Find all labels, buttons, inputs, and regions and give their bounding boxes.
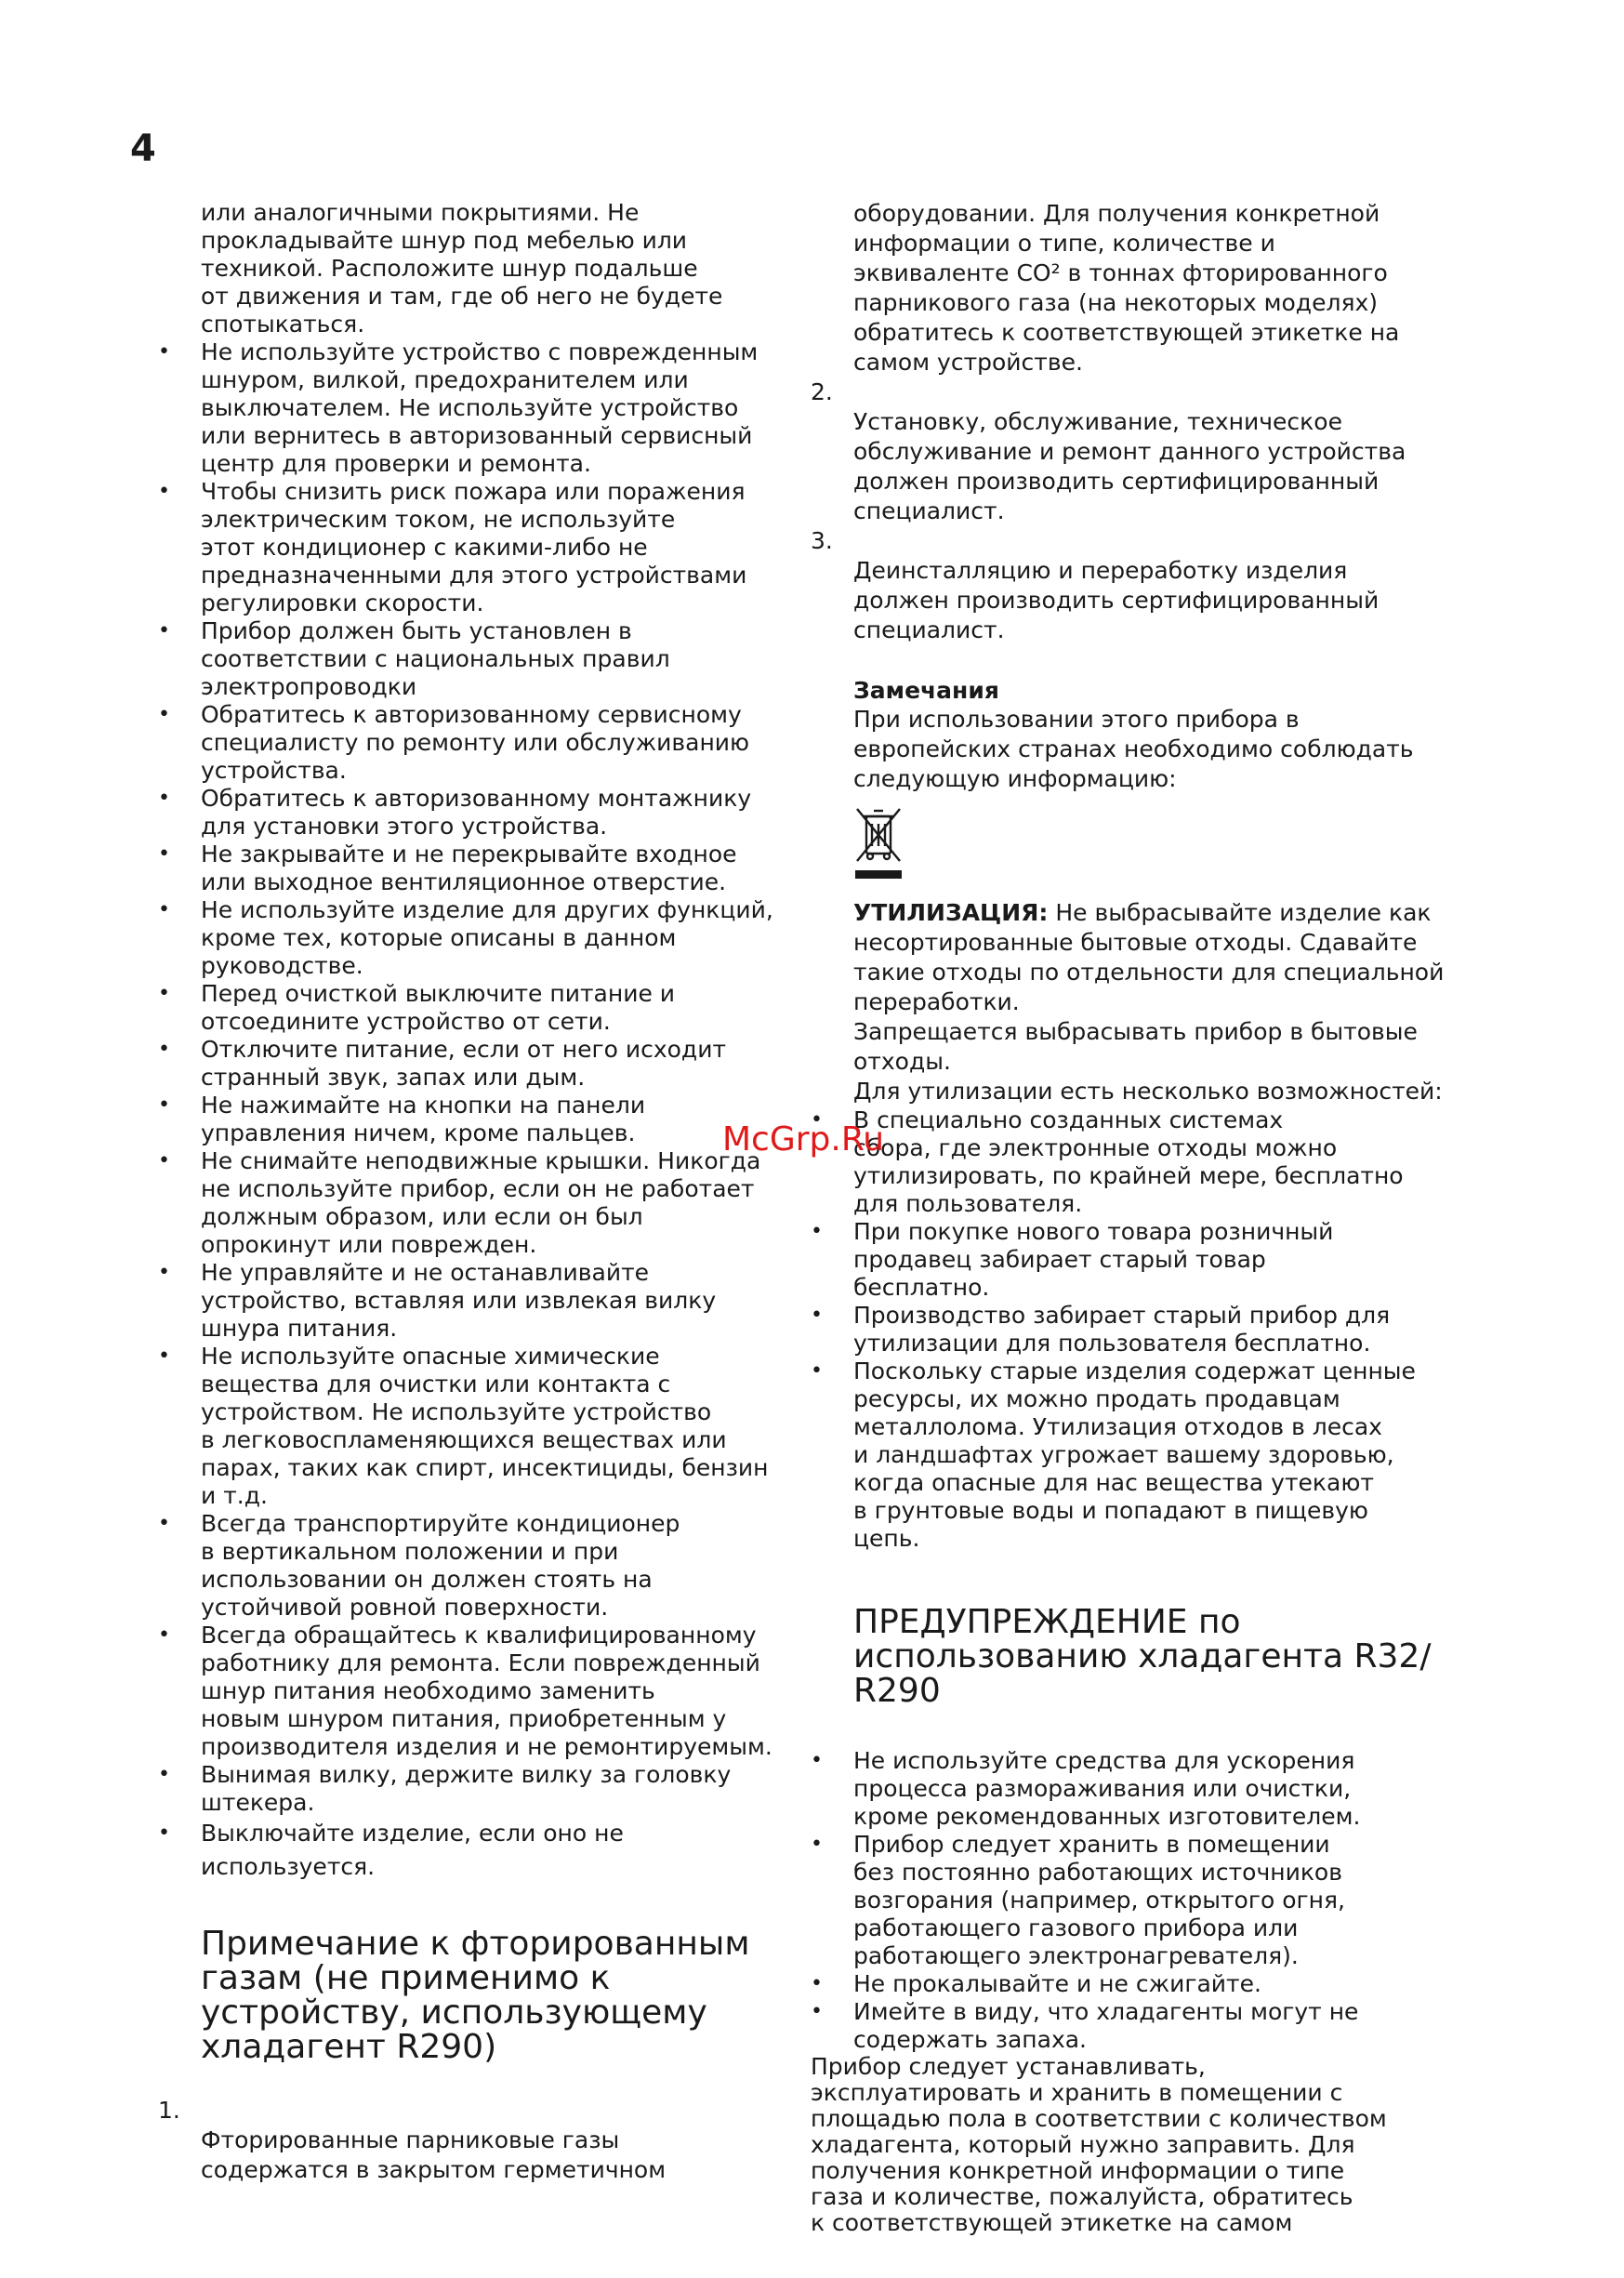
- list-item: • Вынимая вилку, держите вилку за головку штекера.: [201, 1761, 814, 1817]
- list-item: • Прибор должен быть установлен в соответствии с национальных правил электропроводки: [201, 617, 814, 701]
- notes-text: При использовании этого прибора в европейских странах необходимо соблюдать следующую информацию:: [853, 706, 1414, 792]
- list-item: • Чтобы снизить риск пожара или поражения электрическим током, не используйте этот кондиционер с какими-либо не предназначенными для этого устройствами регулировки скорости.: [201, 478, 814, 617]
- notes-heading: Замечания: [853, 677, 999, 704]
- list-item: [811, 377, 1467, 526]
- list-number: 2.: [811, 378, 833, 405]
- list-item-text: Фторированные парниковые газы содержатся в закрытом герметичном: [201, 2126, 667, 2183]
- list-item: • Не снимайте неподвижные крышки. Никогда не используйте прибор, если он не работает должным образом, или если он был опрокинут или поврежден.: [201, 1147, 814, 1259]
- fgas-heading: Примечание к фторированным газам (не применимо к устройству, использующему хладагент R290): [201, 1925, 750, 2066]
- list-number: 1.: [158, 2097, 180, 2124]
- disposal-options-list: [853, 1106, 1467, 1553]
- list-item: • Не используйте опасные химические вещества для очистки или контакта с устройством. Не используйте устройство в легковоспламеняющихся веществах или парах, таких как спирт, инсектициды, бензин и т.д.: [201, 1343, 814, 1510]
- fgas-numbered-list: [158, 2096, 814, 2185]
- refrigerant-warning-heading: ПРЕДУПРЕЖДЕНИЕ по использованию хладагента R32/ R290: [853, 1603, 1432, 1710]
- list-item: • Выключайте изделие, если оно не используется.: [201, 1817, 814, 1884]
- list-item: • Производство забирает старый прибор для утилизации для пользователя бесплатно.: [853, 1302, 1467, 1358]
- disposal-paragraph: [853, 898, 1467, 1017]
- list-item: • При покупке нового товара розничный продавец забирает старый товар бесплатно.: [853, 1218, 1467, 1302]
- list-item: [158, 2096, 814, 2185]
- list-item: • Не используйте средства для ускорения процесса размораживания или очистки, кроме рекомендованных изготовителем.: [853, 1747, 1467, 1831]
- disposal-label: УТИЛИЗАЦИЯ:: [853, 899, 1049, 926]
- list-item: • Не управляйте и не останавливайте устройство, вставляя или извлекая вилку шнура питания.: [201, 1259, 814, 1343]
- refrigerant-bullet-list: [853, 1747, 1467, 2054]
- cord-intro-text: или аналогичными покрытиями. Не прокладывайте шнур под мебелью или техникой. Расположите шнур подальше от движения и там, где об него не будете спотыкаться.: [201, 199, 723, 338]
- list-item: • Не используйте устройство с поврежденным шнуром, вилкой, предохранителем или выключателем. Не используйте устройство или вернитесь в авторизованный сервисный центр для проверки и ремонта.: [201, 338, 814, 478]
- list-item: • Всегда транспортируйте кондиционер в вертикальном положении и при использовании он должен стоять на устойчивой ровной поверхности.: [201, 1510, 814, 1622]
- list-item: • Прибор следует хранить в помещении без постоянно работающих источников возгорания (например, открытого огня, работающего газового прибора или работающего электронагревателя).: [853, 1831, 1467, 1970]
- right-column: [811, 199, 1467, 2236]
- list-item: [811, 526, 1467, 645]
- crossed-bin-icon: [853, 805, 904, 883]
- list-item: • Не используйте изделие для других функций, кроме тех, которые описаны в данном руководстве.: [201, 896, 814, 980]
- left-column: [158, 199, 814, 2185]
- list-item: • Не нажимайте на кнопки на панели управления ничем, кроме пальцев.: [201, 1092, 814, 1147]
- list-item: • Имейте в виду, что хладагенты могут не содержать запаха.: [853, 1998, 1467, 2054]
- list-item: • Поскольку старые изделия содержат ценные ресурсы, их можно продать продавцам металлолома. Утилизация отходов в лесах и ландшафтах угрожает вашему здоровью, когда опасные для нас вещества утекают в грунтовые воды и попадают в пищевую цепь.: [853, 1358, 1467, 1553]
- refrigerant-room-text: Прибор следует устанавливать, эксплуатировать и хранить в помещении с площадью пола в соответствии с количеством хладагента, который нужно заправить. Для получения конкретной информации о типе газа и количестве, пожалуйста, обратитесь к соответствующей этикетке на самом: [811, 2053, 1387, 2236]
- fgas-numbered-list-continued: [811, 199, 1467, 645]
- list-item: • Обратитесь к авторизованному монтажнику для установки этого устройства.: [201, 785, 814, 841]
- list-item-text: Деинсталляцию и переработку изделия должен производить сертифицированный специалист.: [853, 557, 1380, 643]
- list-item: • Отключите питание, если от него исходит странный звук, запах или дым.: [201, 1036, 814, 1092]
- safety-bullet-list: [201, 338, 814, 1884]
- list-item-continuation: оборудовании. Для получения конкретной информации о типе, количестве и эквиваленте CO² в тоннах фторированного парникового газа (на некоторых моделях) обратитесь к соответствующей этикетке на самом устройстве.: [853, 200, 1400, 376]
- list-item: • В специально созданных системах сбора, где электронные отходы можно утилизировать, по крайней мере, бесплатно для пользователя.: [853, 1106, 1467, 1218]
- list-item: • Не прокалывайте и не сжигайте.: [853, 1970, 1467, 1998]
- list-item: • Не закрывайте и не перекрывайте входное или выходное вентиляционное отверстие.: [201, 841, 814, 896]
- disposal-options-intro: Для утилизации есть несколько возможностей:: [853, 1078, 1443, 1105]
- list-item: • Всегда обращайтесь к квалифицированному работнику для ремонта. Если поврежденный шнур питания необходимо заменить новым шнуром питания, приобретенным у производителя изделия и не ремонтируемым.: [201, 1622, 814, 1761]
- disposal-text: Не выбрасывайте изделие как несортированные бытовые отходы. Сдавайте такие отходы по отдельности для специальной переработки.: [853, 899, 1445, 1015]
- watermark: McGrp.Ru: [722, 1120, 885, 1159]
- list-item: • Перед очисткой выключите питание и отсоедините устройство от сети.: [201, 980, 814, 1036]
- list-number: 3.: [811, 527, 833, 554]
- list-item-text: Установку, обслуживание, техническое обслуживание и ремонт данного устройства должен производить сертифицированный специалист.: [853, 408, 1406, 524]
- list-item: • Обратитесь к авторизованному сервисному специалисту по ремонту или обслуживанию устройства.: [201, 701, 814, 785]
- disposal-forbidden-text: Запрещается выбрасывать прибор в бытовые отходы.: [853, 1018, 1418, 1075]
- page-number: 4: [130, 127, 156, 170]
